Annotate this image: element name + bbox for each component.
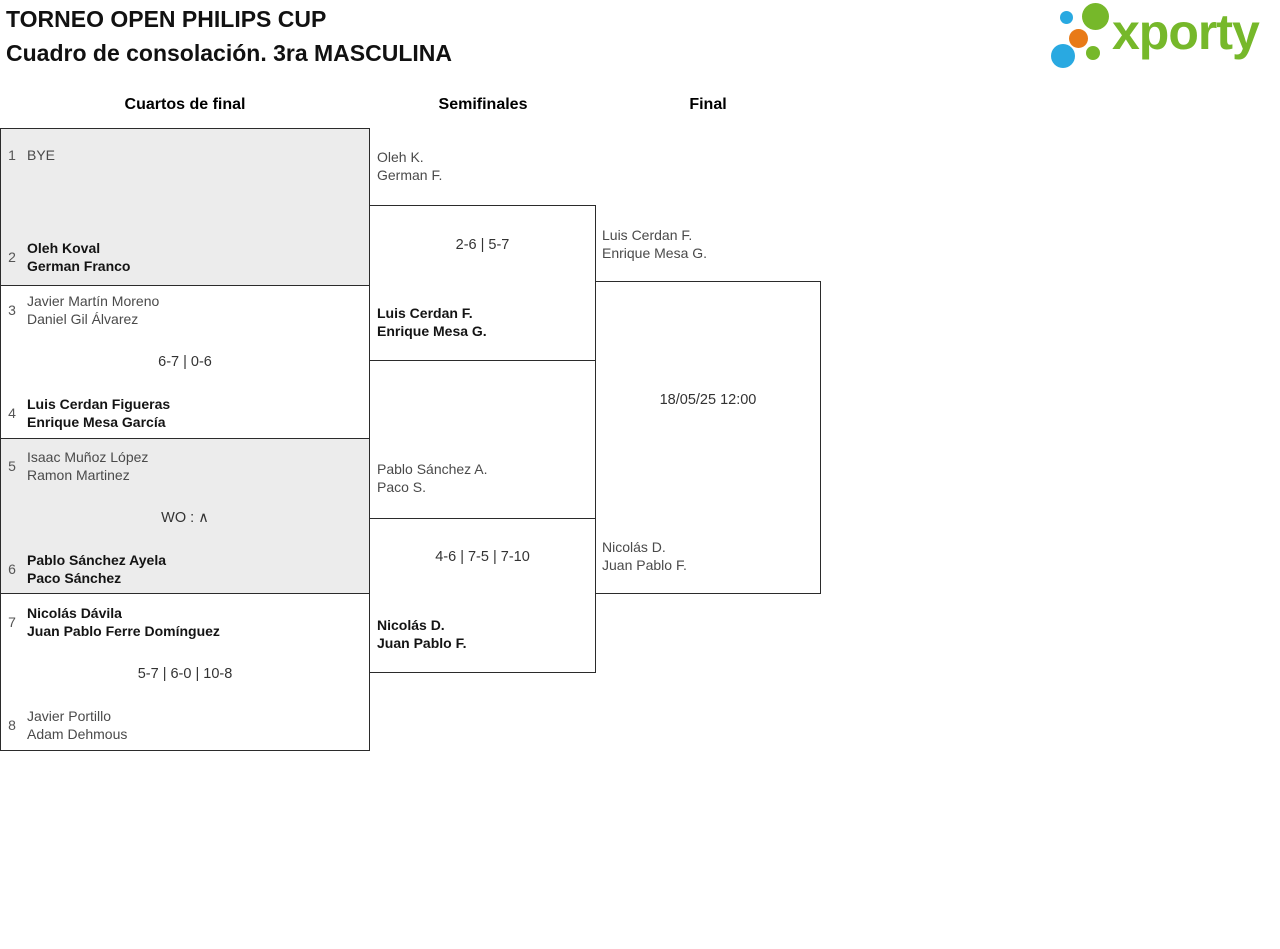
team-qf3-top: [27, 448, 148, 484]
team-qf4-top: [27, 604, 220, 640]
player-name: Ramon Martinez: [27, 467, 130, 483]
team-qf4-bottom: [27, 707, 127, 743]
player-name: Adam Dehmous: [27, 726, 128, 742]
seed-number: 1: [8, 147, 16, 163]
match-score: 2-6 | 5-7: [455, 237, 510, 253]
team-sf2-bottom: [377, 616, 466, 652]
player-name: Juan Pablo F.: [377, 635, 467, 651]
logo-dot-icon: [1069, 29, 1088, 48]
team-qf2-bottom: [27, 395, 170, 431]
team-qf1-top: [27, 146, 55, 164]
player-name: Isaac Muñoz López: [27, 449, 149, 465]
logo-dot-icon: [1086, 46, 1100, 60]
player-name: German F.: [377, 167, 443, 183]
player-name: Nicolás Dávila: [27, 605, 122, 621]
logo-dot-icon: [1051, 44, 1075, 68]
seed-number: 8: [8, 717, 16, 733]
seed-number: 6: [8, 561, 16, 577]
round-header-semifinals: Semifinales: [438, 96, 528, 113]
team-sf1-bottom: [377, 304, 487, 340]
round-header-final: Final: [689, 96, 727, 113]
player-name: German Franco: [27, 258, 131, 274]
player-name: Enrique Mesa G.: [377, 323, 487, 339]
seed-number: 4: [8, 405, 16, 421]
draw-name: Cuadro de consolación. 3ra MASCULINA: [6, 40, 453, 66]
page-title: [6, 2, 452, 70]
player-name: Oleh K.: [377, 149, 424, 165]
match-score: 5-7 | 6-0 | 10-8: [137, 666, 233, 682]
team-qf1-bottom: [27, 239, 130, 275]
player-name: Oleh Koval: [27, 240, 101, 256]
team-final-bottom: [602, 538, 687, 574]
seed-number: 3: [8, 302, 16, 318]
player-name: Luis Cerdan Figueras: [27, 396, 171, 412]
player-name: Enrique Mesa García: [27, 414, 166, 430]
player-name: Juan Pablo F.: [602, 557, 687, 573]
player-name: Pablo Sánchez A.: [377, 461, 488, 477]
logo-dot-icon: [1082, 3, 1109, 30]
player-name: Nicolás D.: [602, 539, 666, 555]
player-name: Javier Portillo: [27, 708, 112, 724]
match-score: 6-7 | 0-6: [158, 354, 212, 370]
seed-number: 5: [8, 458, 16, 474]
team-sf1-top: [377, 148, 442, 184]
logo-wordmark: xporty: [1112, 4, 1259, 60]
player-name: Luis Cerdan F.: [377, 305, 473, 321]
xporty-logo[interactable]: [1048, 0, 1278, 76]
player-name: Enrique Mesa G.: [602, 245, 708, 261]
team-sf2-top: [377, 460, 488, 496]
logo-dot-icon: [1060, 11, 1073, 24]
player-name: Luis Cerdan F.: [602, 227, 693, 243]
player-name: BYE: [27, 147, 56, 163]
player-name: Paco Sánchez: [27, 570, 122, 586]
match-score: WO : ∧: [161, 510, 209, 526]
player-name: Javier Martín Moreno: [27, 293, 160, 309]
player-name: Daniel Gil Álvarez: [27, 311, 139, 327]
player-name: Paco S.: [377, 479, 427, 495]
player-name: Juan Pablo Ferre Domínguez: [27, 623, 220, 639]
tournament-name: TORNEO OPEN PHILIPS CUP: [6, 6, 327, 32]
seed-number: 2: [8, 249, 16, 265]
match-score: 4-6 | 7-5 | 7-10: [435, 549, 530, 565]
seed-number: 7: [8, 614, 16, 630]
team-qf3-bottom: [27, 551, 166, 587]
team-qf2-top: [27, 292, 159, 328]
player-name: Nicolás D.: [377, 617, 445, 633]
team-final-top: [602, 226, 707, 262]
final-schedule: 18/05/25 12:00: [659, 392, 757, 408]
round-header-quarterfinals: Cuartos de final: [124, 96, 246, 113]
player-name: Pablo Sánchez Ayela: [27, 552, 167, 568]
